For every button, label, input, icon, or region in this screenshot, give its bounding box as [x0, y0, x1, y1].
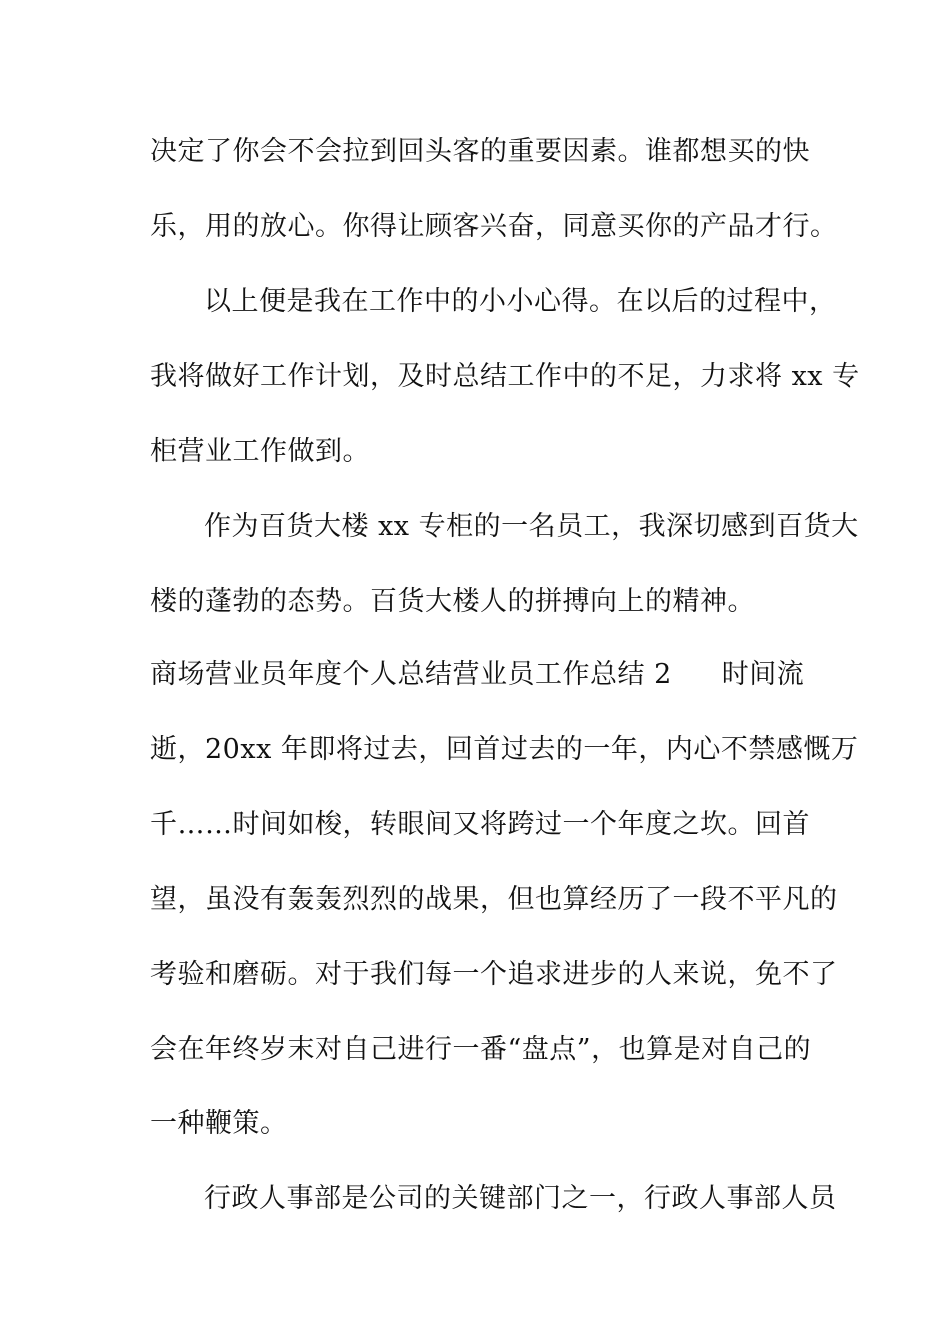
text-line: 作为百货大楼 xx 专柜的一名员工，我深切感到百货大: [204, 511, 859, 542]
text-line: 一种鞭策。: [150, 1108, 288, 1139]
text-line: 望，虽没有轰轰烈烈的战果，但也算经历了一段不平凡的: [150, 884, 838, 915]
text-line: 我将做好工作计划，及时总结工作中的不足，力求将 xx 专: [150, 361, 860, 392]
text-line: 逝，20xx 年即将过去，回首过去的一年，内心不禁感慨万: [150, 734, 859, 765]
section-heading: 商场营业员年度个人总结营业员工作总结 2: [150, 659, 672, 690]
text-line: 楼的蓬勃的态势。百货大楼人的拼搏向上的精神。: [150, 586, 755, 617]
text-line: 乐，用的放心。你得让顾客兴奋，同意买你的产品才行。: [150, 211, 838, 242]
text-line: 行政人事部是公司的关键部门之一，行政人事部人员: [204, 1183, 837, 1214]
section-heading-line: [150, 658, 804, 692]
text-line: 千……时间如梭，转眼间又将跨过一个年度之坎。回首: [150, 809, 810, 840]
text-line: 以上便是我在工作中的小小心得。在以后的过程中，: [204, 286, 837, 317]
text-line: 考验和磨砺。对于我们每一个追求进步的人来说，免不了: [150, 959, 838, 990]
text-line: 会在年终岁末对自己进行一番“盘点”，也算是对自己的: [150, 1034, 812, 1065]
text-fragment: 时间流: [721, 659, 805, 690]
text-line: 决定了你会不会拉到回头客的重要因素。谁都想买的快: [150, 136, 810, 167]
text-line: 柜营业工作做到。: [150, 436, 370, 467]
